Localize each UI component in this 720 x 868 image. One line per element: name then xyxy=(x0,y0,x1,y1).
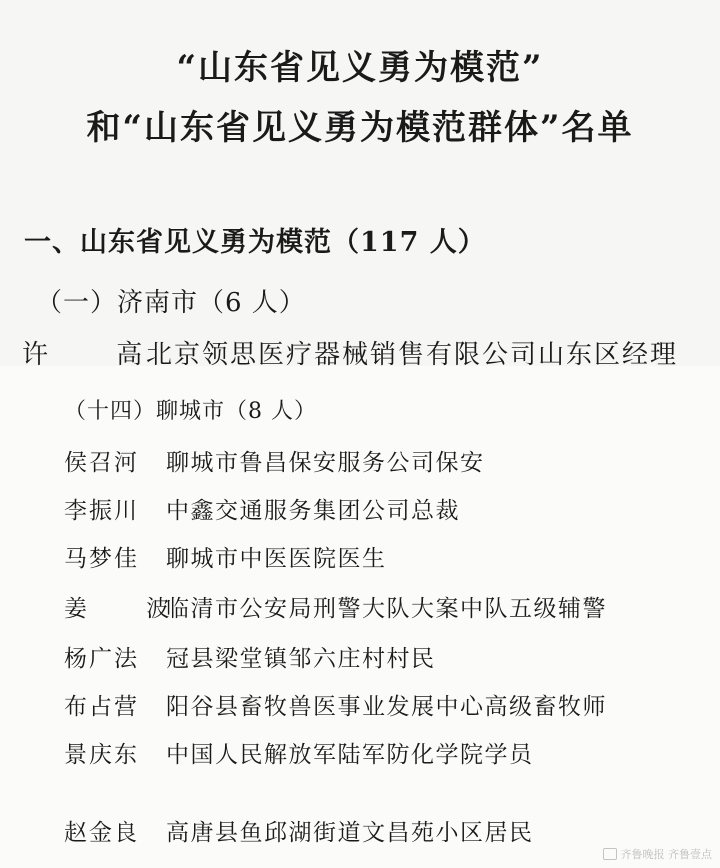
watermark-text: 齐鲁晚报 齐鲁壹点 xyxy=(620,848,712,861)
document-title-line-1: “山东省见义勇为模范” xyxy=(176,48,544,88)
list-item xyxy=(0,444,720,478)
entry-description: 冠县梁堂镇邹六庄村村民 xyxy=(166,646,436,672)
document-title-line-2: 和“山东省见义勇为模范群体”名单 xyxy=(86,108,634,148)
list-item xyxy=(0,492,720,526)
entry-description: 聊城市中医医院医生 xyxy=(166,546,387,572)
entry-name: 姜 波 xyxy=(64,596,196,622)
entry-name: 李振川 xyxy=(64,498,139,524)
source-watermark xyxy=(603,846,713,862)
entry-name: 布占营 xyxy=(64,694,139,720)
list-item xyxy=(0,736,720,770)
entry-name: 马梦佳 xyxy=(64,546,139,572)
list-item xyxy=(0,640,720,674)
entry-description: 高唐县鱼邱湖街道文昌苑小区居民 xyxy=(166,820,534,846)
list-item xyxy=(0,814,720,848)
entry-description: 中国人民解放军陆军防化学院学员 xyxy=(166,742,534,768)
subsection-heading-liaocheng: （十四）聊城市（8 人） xyxy=(64,399,317,424)
list-item xyxy=(0,540,720,574)
entry-name: 赵金良 xyxy=(64,820,139,846)
entry-description: 聊城市鲁昌保安服务公司保安 xyxy=(166,450,485,476)
list-item xyxy=(0,688,720,722)
entry-name: 景庆东 xyxy=(64,742,139,768)
cut-off-entry-name: 许 高 xyxy=(22,340,173,366)
entry-description: 阳谷县畜牧兽医事业发展中心高级畜牧师 xyxy=(166,694,607,720)
entry-name: 杨广法 xyxy=(64,646,139,672)
list-item xyxy=(0,590,720,624)
app-logo-icon xyxy=(603,848,617,860)
subsection-heading-jinan: （一）济南市（6 人） xyxy=(36,288,306,318)
entry-description: 临清市公安局刑警大队大案中队五级辅警 xyxy=(166,596,607,622)
upper-document-section xyxy=(0,0,720,366)
section-heading-models: 一、山东省见义勇为模范（117 人） xyxy=(24,227,486,258)
entry-description: 中鑫交通服务集团公司总裁 xyxy=(166,498,460,524)
cut-off-entry-description: 北京领思医疗器械销售有限公司山东区经理 xyxy=(146,340,679,366)
entry-name: 侯召河 xyxy=(64,450,139,476)
